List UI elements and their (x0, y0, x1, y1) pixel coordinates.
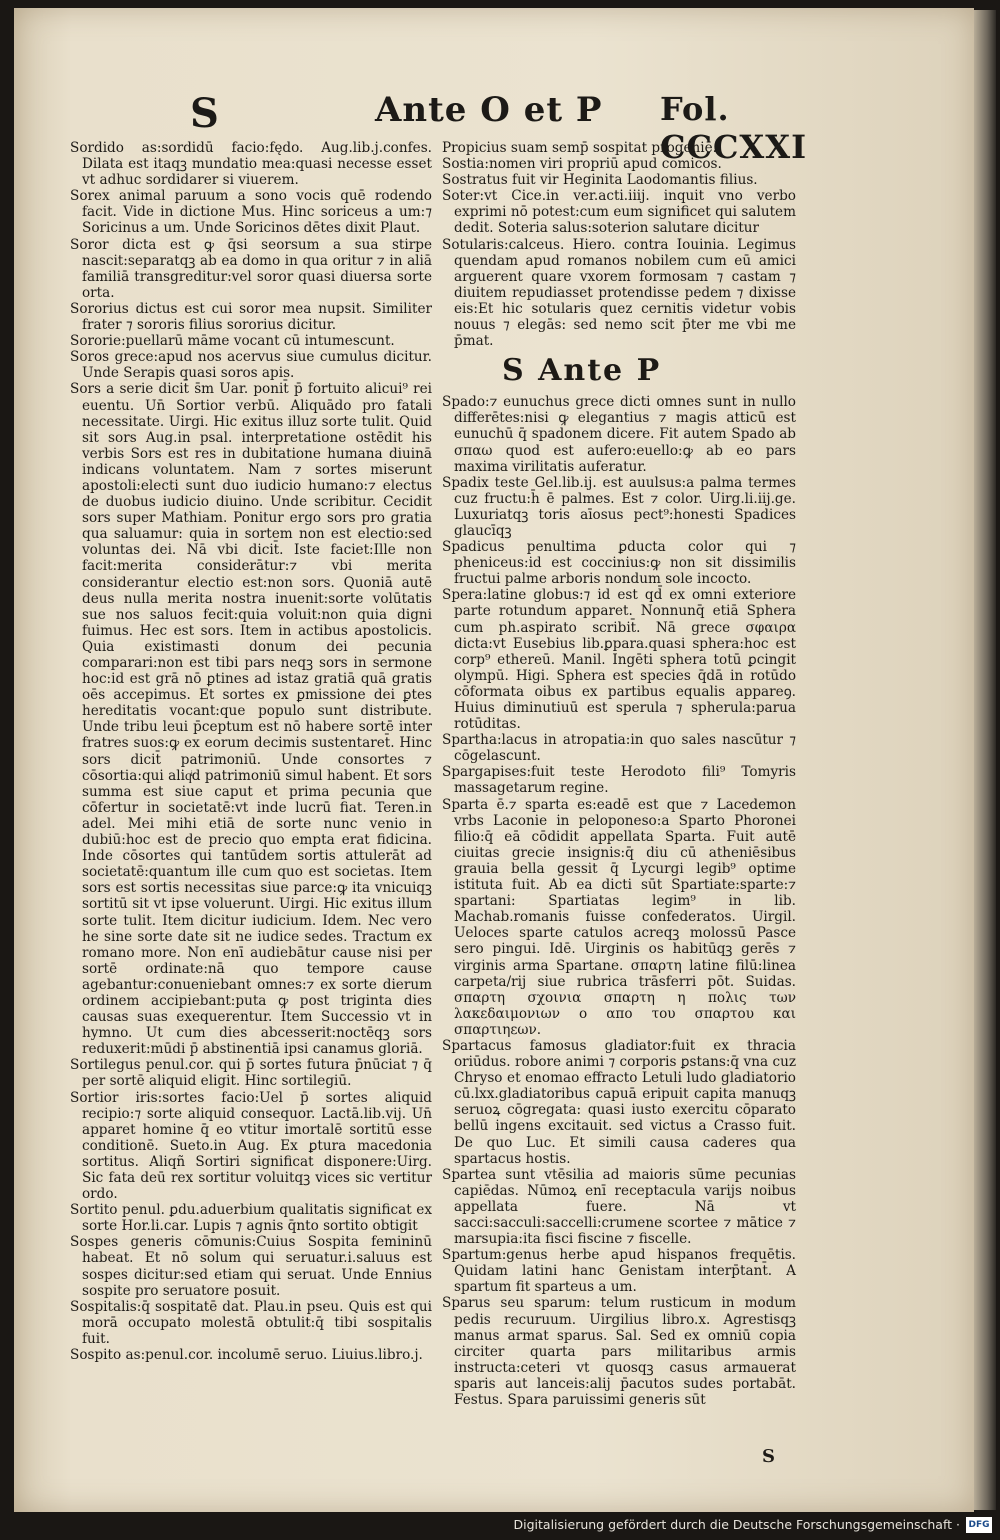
dictionary-entry: Soter:vt Cice.in ver.acti.iiij. inquit vno verbo exprimi nō potest:cum eum significet qui salutem dedit. Soteria salus:soterion salutare dicitur (442, 188, 796, 237)
dictionary-entry: Spartacus famosus gladiator:fuit ex thracia oriūdus. robore animi ⁊ corporis ꝑstans:q̄ vna cuz Chryso et enomao effracto Letuli ludo gladiatorio cū.lxx.gladiatoribus capuā eripuit capita manuqꝫ seruoꝝ cōgregata: quasi iusto exercitu cōparato bellū ingens excitauit. sed victus a Crasso fuit. De quo Luc. Et simili causa caderes qua spartacus hostis. (442, 1037, 796, 1167)
dictionary-entry: Spartum:genus herbe apud hispanos frequētis. Quidam latini hanc Genistam interp̄tant̄. A spartum fit sparteus a um. (442, 1247, 796, 1296)
dictionary-entry: Sostratus fuit vir Heginita Laodomantis filius. (442, 172, 758, 189)
section-heading: S Ante P (502, 353, 662, 389)
dictionary-entry: Soror dicta est ꝙ q̄si seorsum a sua stirpe nascit:separatqꝫ ab ea domo in qua oritur ⁊ in aliā familiā transgreditur:vel soror quasi diuersa sorte orta. (70, 236, 432, 301)
dictionary-entry: Sorex animal paruum a sono vocis quē rodendo facit. Vide in dictione Mus. Hinc soriceus a um:⁊ Soricinus a um. Unde Soricinos dētes dixit Plaut. (70, 188, 432, 237)
dictionary-entry: Spado:⁊ eunuchus grece dicti omnes sunt in nullo differētes:nisi ꝙ elegantius ⁊ magis atticū est eunuchū q̄ spadonem dicere. Fit autem Spado ab σπαω quod est aufero:euello:ꝙ ab eo pars maxima virilitatis auferatur. (442, 394, 796, 475)
header-letter: S (190, 90, 219, 137)
dictionary-entry: Sparus seu sparum: telum rusticum in modum pedis recuruum. Uirgilius libro.x. Agrestisqꝫ manus armat sparus. Sal. Sed ex omniū copia circiter quarta pars militaribus armis instructa:ceteri vt quosqꝫ casus armauerat sparis aut lanceis:alij p̄acutos sudes portabāt. Festus. Spara paruissimi generis sūt (442, 1295, 796, 1409)
signature-mark: S (762, 1446, 775, 1467)
dictionary-entry: Sparta ē.⁊ sparta es:eadē est que ⁊ Lacedemon vrbs Laconie in peloponeso:a Sparto Phoronei filio:q̄ eā cōdidit appellata Sparta. Fuit autē ciuitas grecie insignis:q̄ diu cū atheniēsibus grauia bella gessit q̄ Lycurgi legib⁹ optime istituta fuit. Ab ea dicti sūt Spartiate:sparte:⁊ spartani: Spartiatas legim⁹ in lib. Machab.romanis fuisse confederatos. Uirgil. Ueloces sparte catulos acreqꝫ molossū Pasce sero pingui. Idē. Uirginis os habitūqꝫ gerēs ⁊ virginis arma Spartane. σπαρτη latine filū:linea carpeta/rij siue rubrica trāsferri pōt. Suidas. σπαρτη σχοινια σπαρτη η πολις των λακεδαιμονιων ο απο του σπαρτου και σπαρτιηεων. (442, 796, 796, 1038)
dictionary-entry: Spadicus penultima ꝑducta color qui ⁊ pheniceus:id est coccinius:ꝙ non sit dissimilis fructui palme arboris nondum sole incocto. (442, 539, 796, 588)
dictionary-entry: Sororie:puellarū māme vocant cū intumescunt. (70, 333, 395, 350)
dfg-logo: DFG (966, 1517, 992, 1533)
dictionary-entry: Sotularis:calceus. Hiero. contra Iouinia. Legimus quendam apud romanos nobilem cum eū amici arguerent quare vxorem formosam ⁊ castam ⁊ diuitem repudiasset protendisse pedem ⁊ dixisse eis:Et hic sotularis quez cernitis videtur vobis nouus ⁊ elegās: sed nemo scit p̄ter me vbi me p̄mat. (442, 236, 796, 350)
dictionary-entry: Sors a serie dicit̄ s̄m Uar. ponit̄ p̄ fortuito alicui⁹ rei euentu. Un̄ Sortior verbū. Aliquādo pro fatali necessitate. Uirgi. Hic exitus illuz sorte tulit. Quid sit sors Aug.in psal. interpretatione ostēdit his verbis Sors est res in dubitatione humana diuinā indicans voluntatem. Nam ⁊ sortes miserunt apostoli:electi sunt duo iudicio humano:⁊ electus de duobus iudicio diuino. Unde scribitur. Cecidit sors super Mathiam. Ponitur ergo sors pro gratia qua saluamur: quia in sortem non est electio:sed voluntas dei. Nā vbi dicit̄. Iste faciet:Ille non facit:merita considerātur:⁊ vbi merita considerantur electio est:non sors. Quoniā autē deus nulla merita nostra inuenit:sorte volūtatis sue nos saluos fecit:quia voluit:non quia digni fuimus. Hec est sors. Item in actibus apostolicis. Quia existimasti donum dei pecunia comparari:non est tibi pars neqꝫ sors in sermone hoc:id est grā nō ꝑtines ad istaz gratiā quā gratis oēs accepimus. Et sortes ex ꝑmissione dei ꝑtes hereditatis vocant:que populo sunt distribute. Unde tribu leui p̄ceptum est nō habere sortē inter fratres suos:ꝙ ex eorum decimis sustentaret̄. Hinc sors dicit̄ patrimoniū. Unde consortes ⁊ cōsortia:qui aliqͥd patrimoniū simul habent. Et sors summa est siue caput et prima pecunia que cōfertur in societatē:vt inde lucrū fiat. Teren.in adel. Mei mihi etiā de sorte nunc venio in dubiū:hoc est de precio quo empta erat fidicina. Inde cōsortes qui tantūdem sortis attulerāt ad societatē:quantum ille cum quo est societas. Item sors est sortis necessitas siue parce:ꝙ ita vnicuiqꝫ sortitū sit vt ipse voluerunt. Uirgi. Hic exitus illum sorte tulit. Item dicitur iudicium. Idem. Nec vero he sine sorte date sit ne iudice sedes. Tractum ex romano more. Non enī audiebātur cause nisi per sortē ordinate:nā quo tempore cause agebantur:conueniebant omnes:⁊ ex sorte dierum ordinem accipiebant:puta ꝙ post triginta dies causas suas exequerentur. Item Successio vt in hymno. Ut cum dies abcesserit:noctēqꝫ sors reduxerit:mūdi p̄ abstinentiā ipsi canamus gloriā. (70, 381, 432, 1058)
dictionary-entry: Spera:latine globus:⁊ id est qd̄ ex omni exteriore parte rotundum apparet. Nonnunq̄ etiā Sphera cum ph.aspirato scribit̄. Nā grece σφαιρα dicta:vt Eusebius lib.ꝑpara.quasi sphera:hoc est corp⁹ ethereū. Manil. Ingēti sphera totū ꝑcingit olympū. Higi. Sphera est species q̄dā in rotūdo cōformata oibus ex partibus equalis appareꝯ. Huius diminutiuū est sperula ⁊ spherula:parua rotūditas. (442, 587, 796, 733)
dictionary-entry: Sortilegus penul.cor. qui p̄ sortes futura p̄nūciat ⁊ q̄ per sortē aliquid eligit. Hinc sortilegiū. (70, 1057, 432, 1090)
folio-number: Fol. CCCXXI (660, 90, 808, 166)
dictionary-entry: Sororius dictus est cui soror mea nupsit. Similiter frater ⁊ sororis filius sororius dicitur. (70, 300, 432, 334)
page-edge (974, 10, 996, 1510)
right-column (442, 140, 796, 1408)
header-title: Ante O et P (375, 90, 603, 130)
dictionary-entry: Sospes generis cōmunis:Cuius Sospita femininū habeat. Et nō solum qui seruatur.i.saluus est sospes dicitur:sed etiam qui seruat. Unde Ennius sospite pro seruatore posuit. (70, 1234, 432, 1299)
funding-credit: Digitalisierung gefördert durch die Deutsche Forschungsgemeinschaft · (513, 1517, 960, 1532)
dictionary-entry: Spartha:lacus in atropatia:in quo sales nascūtur ⁊ cōgelascunt. (442, 732, 796, 765)
dictionary-entry: Sordido as:sordidū facio:fędo. Aug.lib.j.confes. Dilata est itaqꝫ mundatio mea:quasi necesse esset vt adhuc sordidarer si viuerem. (70, 140, 432, 189)
dictionary-entry: Sospito as:penul.cor. incolumē seruo. Liuius.libro.j. (70, 1347, 423, 1364)
dictionary-entry: Soros grece:apud nos acervus siue cumulus dicitur. Unde Serapis quasi soros apis. (70, 349, 432, 382)
dictionary-entry: Spartea sunt vtēsilia ad maioris sūme pecunias capiēdas. Nūmoꝝ enī receptacula varijs noibus appellata fuere. Nā vt sacci:sacculi:saccelli:crumene scortee ⁊ mātice ⁊ marsupia:ita fisci fiscine ⁊ fiscelle. (442, 1166, 796, 1248)
dictionary-entry: Sortior iris:sortes facio:Uel p̄ sortes aliquid recipio:⁊ sorte aliquid consequor. Lactā.lib.vij. Un̄ apparet homine q̄ eo vtitur imortalē sortitū esse conditionē. Sueto.in Aug. Ex ꝑtura macedonia sortitus. Aliqñ Sortiri significat disponere:Uirg. Sic fata deū rex sortitur voluitqꝫ vices sic vertitur ordo. (70, 1089, 432, 1203)
dictionary-entry: Spargapises:fuit teste Herodoto fili⁹ Tomyris massagetarum regine. (442, 764, 796, 797)
dictionary-entry: Sortito penul. ꝑdu.aduerbium qualitatis significat ex sorte Hor.li.car. Lupis ⁊ agnis q̄nto sortito obtigit (70, 1202, 432, 1235)
dictionary-entry: Sostia:nomen viri propriū apud comicos. (442, 156, 722, 173)
footer-bar (0, 1512, 1000, 1540)
left-column (70, 140, 432, 1363)
dictionary-entry: Sospitalis:q̄ sospitatē dat. Plau.in pseu. Quis est qui morā occupato molestā obtulit:q̄ tibi sospitalis fuit. (70, 1298, 432, 1347)
dictionary-entry: Spadix teste Gel.lib.ij. est auulsus:a palma termes cuz fructu:h̄ ē palmes. Est ⁊ color. Uirg.li.iij.ge. Luxuriatqꝫ toris aīosus pect⁹:honesti Spadices glaucīqꝫ (442, 474, 796, 539)
dictionary-entry: Propicius suam semp̄ sospitat progeniē. (442, 140, 718, 156)
